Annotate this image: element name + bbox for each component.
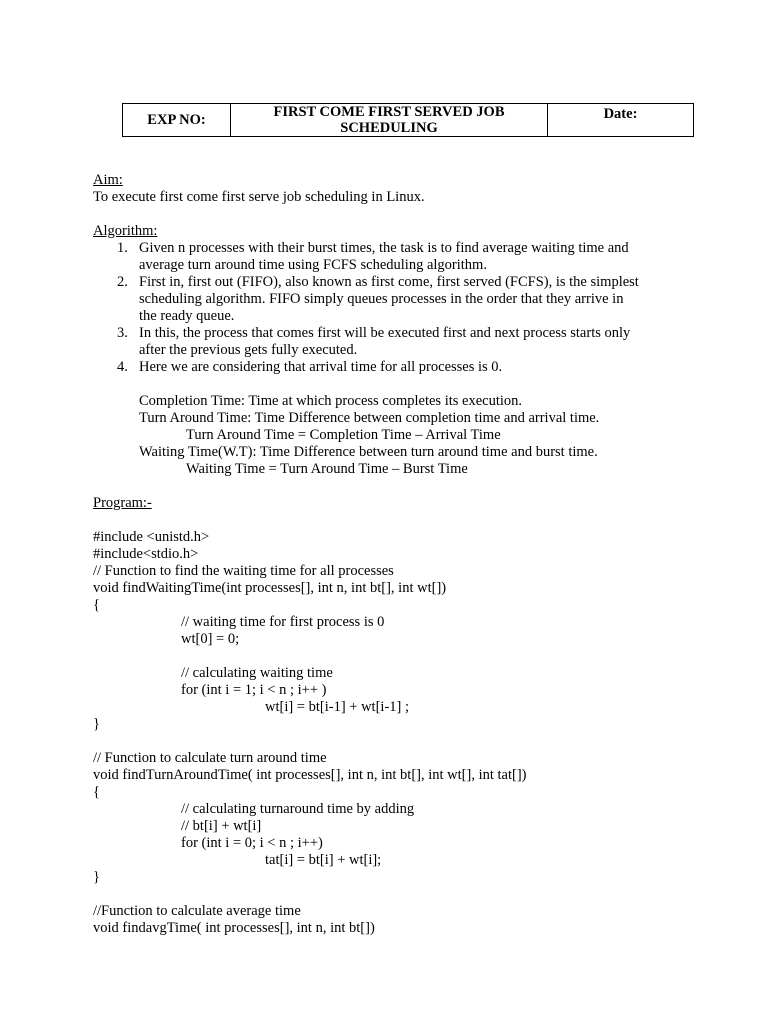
- date-cell: [548, 104, 694, 137]
- code-line: //Function to calculate average time: [93, 903, 301, 919]
- program-heading: Program:-: [93, 495, 152, 511]
- algorithm-step-line: First in, first out (FIFO), also known as first come, first served (FCFS), is the simplest: [139, 274, 639, 290]
- code-line: wt[0] = 0;: [181, 631, 240, 647]
- code-line: // waiting time for first process is 0: [181, 614, 385, 630]
- algorithm-step-line: Given n processes with their burst times, the task is to find average waiting time and: [139, 240, 629, 256]
- time-definitions: [93, 393, 693, 478]
- algorithm-step-line: average turn around time using FCFS scheduling algorithm.: [139, 257, 487, 273]
- algorithm-step: [139, 325, 693, 359]
- turnaround-time-definition: Turn Around Time: Time Difference between completion time and arrival time.: [139, 410, 600, 426]
- title-cell: [231, 104, 548, 137]
- algorithm-list: [93, 240, 693, 376]
- program-code: [93, 529, 693, 937]
- aim-heading: Aim:: [93, 172, 123, 188]
- code-line: void findWaitingTime(int processes[], int n, int bt[], int wt[]): [93, 580, 447, 596]
- algorithm-heading: Algorithm:: [93, 223, 158, 239]
- code-line: tat[i] = bt[i] + wt[i];: [265, 852, 382, 868]
- title-line-1: FIRST COME FIRST SERVED JOB: [273, 104, 505, 120]
- code-line: {: [93, 784, 100, 800]
- code-line: [93, 886, 693, 903]
- exp-no-cell: [123, 104, 231, 137]
- document-body: [93, 172, 693, 937]
- code-line: #include <unistd.h>: [93, 529, 210, 545]
- completion-time-definition: Completion Time: Time at which process completes its execution.: [139, 393, 523, 409]
- code-line: }: [93, 716, 100, 732]
- algorithm-step-line: In this, the process that comes first will be executed first and next process starts only: [139, 325, 631, 341]
- code-line: void findavgTime( int processes[], int n, int bt[]): [93, 920, 375, 936]
- code-line: // calculating waiting time: [181, 665, 333, 681]
- algorithm-step-line: the ready queue.: [139, 308, 235, 324]
- title-line-2: SCHEDULING: [340, 120, 438, 136]
- code-line: // Function to calculate turn around time: [93, 750, 327, 766]
- waiting-time-formula: Waiting Time = Turn Around Time – Burst Time: [186, 461, 468, 477]
- code-line: // calculating turnaround time by adding: [181, 801, 415, 817]
- algorithm-step-line: scheduling algorithm. FIFO simply queues processes in the order that they arrive in: [139, 291, 624, 307]
- algorithm-step-line: after the previous gets fully executed.: [139, 342, 358, 358]
- turnaround-time-formula: Turn Around Time = Completion Time – Arrival Time: [186, 427, 501, 443]
- date-label: Date:: [603, 106, 638, 122]
- code-line: void findTurnAroundTime( int processes[], int n, int bt[], int wt[], int tat[]): [93, 767, 527, 783]
- algorithm-step: [139, 359, 693, 376]
- waiting-time-definition: Waiting Time(W.T): Time Difference between turn around time and burst time.: [139, 444, 598, 460]
- experiment-header-table: [122, 103, 694, 137]
- code-line: }: [93, 869, 100, 885]
- code-line: for (int i = 1; i < n ; i++ ): [181, 682, 327, 698]
- code-line: // bt[i] + wt[i]: [181, 818, 262, 834]
- code-line: {: [93, 597, 100, 613]
- algorithm-step: [139, 274, 693, 325]
- aim-text: To execute first come first serve job scheduling in Linux.: [93, 189, 425, 205]
- code-line: [93, 648, 693, 665]
- exp-no-label: EXP NO:: [147, 111, 206, 128]
- code-line: for (int i = 0; i < n ; i++): [181, 835, 323, 851]
- code-line: #include<stdio.h>: [93, 546, 199, 562]
- code-line: [93, 733, 693, 750]
- code-line: // Function to find the waiting time for all processes: [93, 563, 394, 579]
- algorithm-step-line: Here we are considering that arrival time for all processes is 0.: [139, 359, 503, 375]
- code-line: wt[i] = bt[i-1] + wt[i-1] ;: [265, 699, 410, 715]
- algorithm-step: [139, 240, 693, 274]
